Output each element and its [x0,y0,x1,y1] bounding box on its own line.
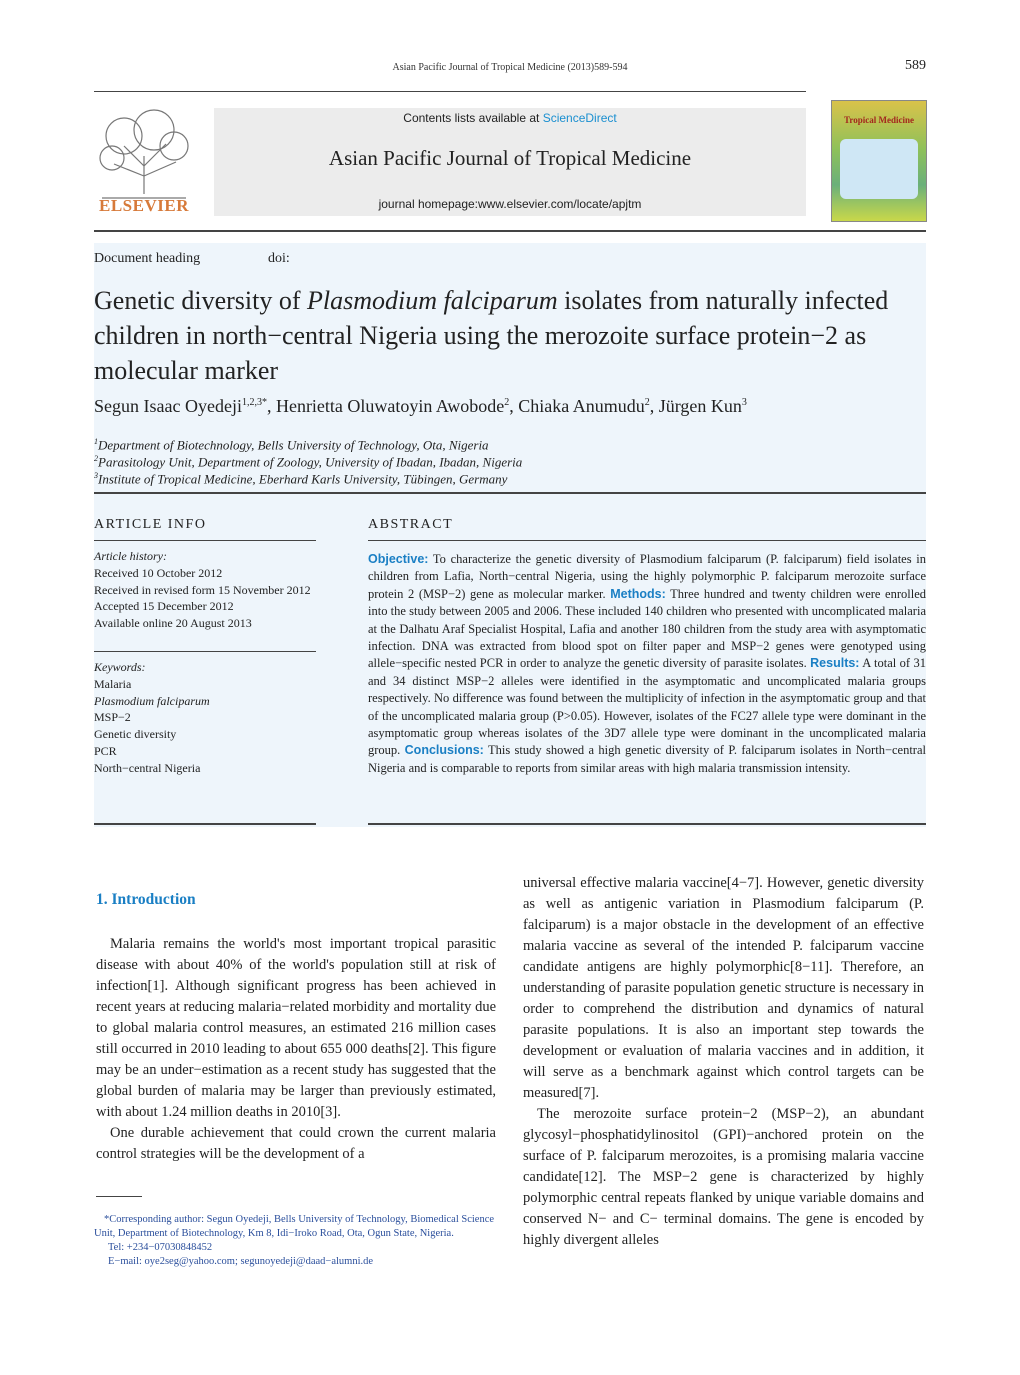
contents-line [214,111,806,125]
intro-paragraph-1: Malaria remains the world's most important tropical parasitic disease with about 40% of the world's population still at risk of infection[1]. Although significant progress has been achieved in recent years at reducing malaria−related morbidity and mortality due to global malaria control measures, an estimated 216 million cases still occurred in 2010 leading to about 655 000 deaths[2]. This figure may be an under−estimation as a recent study has suggested that the global burden of malaria may be larger than previously estimated, with about 1.24 million deaths in 2010[3]. [96,936,497,1120]
affiliation-rule [94,492,926,494]
email-links[interactable]: E−mail: oye2seg@yahoo.com; segunoyedeji@daad−alumni.de [108,1256,374,1267]
section-heading-introduction: 1. Introduction [96,891,196,908]
article-info-heading: ARTICLE INFO [94,517,207,532]
abstract-bottom-rule [368,823,926,825]
journal-name: Asian Pacific Journal of Tropical Medicine [328,146,692,170]
banner-rule [94,230,926,232]
abstract-body: Objective: To characterize the genetic diversity of Plasmodium falciparum (P. falciparum) field isolates in children from Lafia, North−central Nigeria, using the highly polymorphic P. falciparum merozoite surface protein 2 (MSP−2) gene as molecular marker. Methods: Three hundred and twenty children were enrolled into the study between 2005 and 2006. These included 140 children who presented with uncomplicated malaria at the Dalhatu Araf Specialist Hospital, Lafia and another 180 children from the study area with asymptomatic infection. DNA was extracted from blood spot on filter paper and MSP−2 genes were genotyped using allele−specific nested PCR in order to analyze the genetic diversity of parasite isolates. Results: A total of 31 and 34 distinct MSP−2 alleles were identified in the asymptomatic and uncomplicated malaria groups respectively. No difference was found between the multiplicity of infection in the asymptomatic group and that of the uncomplicated malaria group (P>0.05). However, isolates of the FC27 allele type were dominant in the asymptomatic group whereas isolates of the 3D7 allele type were dominant in the uncomplicated malaria group. Conclusions: This study showed a high genetic diversity of P. falciparum isolates in North−central Nigeria and is comparable to reports from similar areas with high malaria transmission intensity. [368,552,926,775]
article-history: Article history: Received 10 October 2012 Received in revised form 15 November 2012 Accepted 15 December 2012 Available online 20 August 2013 [94,549,311,631]
right-column [523,873,924,1251]
intro-paragraph-2: One durable achievement that could crown the current malaria control strategies will be the development of a [96,1125,496,1162]
header-rule [94,91,806,92]
cover-title: Tropical Medicine [844,115,914,125]
sciencedirect-link[interactable]: ScienceDirect [542,111,617,125]
contents-prefix: Contents lists available at [403,111,543,125]
left-column [96,934,496,1165]
affiliation-1: $^1$Department of Biotechnology, Bells University of Technology, Ota, Nigeria [94,437,489,453]
affiliation-2: $^2$Parasitology Unit, Department of Zoology, University of Ibadan, Ibadan, Nigeria [94,454,523,470]
keywords: Keywords: Malaria Plasmodium falciparum MSP−2 Genetic diversity PCR North−central Nigeria [94,660,210,775]
corresponding-author-footnote: *Corresponding author: Segun Oyedeji, Bells University of Technology, Biomedical Science Unit, Department of Biotechnology, Km 8, Idi−Iroko Road, Ota, Ogun State, Nigeria. Tel: +234−07030848452 E−mail: oye2seg@yahoo.com; segunoyedeji@daad−alumni.de [94,1214,495,1267]
abstract-rule [368,540,926,541]
author-list: Segun Isaac Oyedeji$^{1,2,3*}$, Henrietta Oluwatoyin Awobode$^2$, Chiaka Anumudu$^2$, Jürgen Kun$^3$ [94,396,747,416]
article-title: Genetic diversity of Plasmodium falciparum isolates from naturally infected children in north−central Nigeria using the merozoite surface protein−2 as molecular marker [94,286,889,385]
journal-banner [214,108,806,216]
affiliation-3: $^3$Institute of Tropical Medicine, Eberhard Karls University, Tübingen, Germany [94,471,508,487]
doi-label: doi: [268,251,290,266]
journal-homepage[interactable]: journal homepage:www.elsevier.com/locate/apjtm [378,197,642,211]
journal-citation: Asian Pacific Journal of Tropical Medicine (2013)589-594 [392,62,628,73]
intro-paragraph-3: universal effective malaria vaccine[4−7]. However, genetic diversity as well as antigenic variation in Plasmodium falciparum (P. falciparum) is a major obstacle in the development of an effective malaria vaccine as several of the intended P. falciparum vaccine candidate antigens are highly polymorphic[8−11]. Therefore, an understanding of parasite population genetic structure is necessary in order to comprehend the distribution and dynamics of natural parasite populations. It is also an important step towards the development or evaluation of malaria vaccines and in addition, it will serve as a benchmark against which control targets can be measured[7]. [523,875,924,1101]
journal-cover-image [831,100,927,222]
page-number: 589 [905,58,926,73]
document-heading: Document heading [94,251,201,266]
cover-map [840,139,918,199]
abstract-heading: ABSTRACT [368,517,454,532]
footnote-rule [96,1196,142,1197]
intro-paragraph-4: The merozoite surface protein−2 (MSP−2), an abundant glycosyl−phosphatidylinositol (GPI)−anchored protein on the surface of P. falciparum merozoites, is a promising malaria vaccine candidate[12]. The MSP−2 gene is characterized by highly polymorphic central repeats flanked by unique variable domains and conserved N− and C− terminal domains. The gene is encoded by highly divergent alleles [523,1106,924,1248]
keywords-rule [94,823,316,825]
publisher-name: ELSEVIER [99,196,189,215]
article-info-rule [94,540,316,541]
history-rule [94,651,316,652]
